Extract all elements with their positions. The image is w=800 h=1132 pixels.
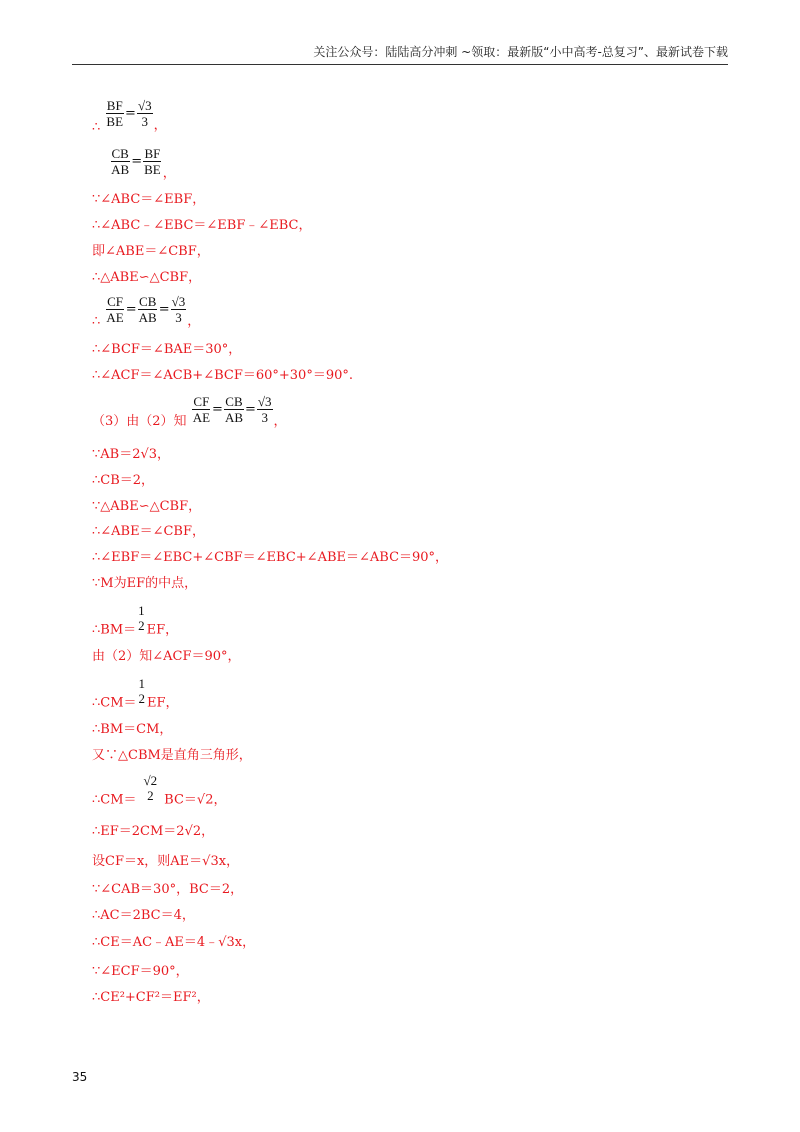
equals-sign: = xyxy=(125,106,136,121)
fraction-cb-ab: $\frac{CB}{AB}$ xyxy=(111,146,130,177)
line-23: ∴EF＝2CM＝2√2， xyxy=(92,824,215,839)
line-1: ∴ $\frac{BF}{BE}$ = $\frac{√3}{3}$ ， xyxy=(92,98,167,135)
therefore-symbol: ∴ xyxy=(92,120,101,135)
fraction-cb-ab-3: $\frac{CB}{AB}$ xyxy=(224,394,243,425)
line-14: ∴∠ABE＝∠CBF， xyxy=(92,524,206,539)
line-29: ∴CE²+CF²＝EF²， xyxy=(92,990,210,1005)
fraction-sqrt3-3: $\frac{√3}{3}$ xyxy=(137,98,152,129)
line-28: ∵∠ECF＝90°， xyxy=(92,964,189,979)
line-22: ∴CM＝ √2 2 BC＝√2， xyxy=(92,773,227,808)
fraction-cf-ae-3: $\frac{CF}{AE}$ xyxy=(192,394,211,425)
page-number: 35 xyxy=(72,1070,88,1084)
line-24: 设CF＝x，则AE＝√3x， xyxy=(92,854,240,869)
fraction-sqrt3-3-3: $\frac{√3}{3}$ xyxy=(257,394,272,425)
line-15: ∴∠EBF＝∠EBC+∠CBF＝∠EBC+∠ABE＝∠ABC＝90°， xyxy=(92,550,449,565)
line-26: ∴AC＝2BC＝4， xyxy=(92,908,195,923)
line-2: $\frac{CB}{AB}$ = $\frac{BF}{BE}$ ， xyxy=(111,146,176,181)
line-19: ∴CM＝ 1 2 EF， xyxy=(92,676,179,711)
line-16: ∵M为EF的中点， xyxy=(92,576,198,591)
page-header: 关注公众号：陆陆高分冲刺 ~领取：最新版“小中高考-总复习”、最新试卷下载 xyxy=(72,44,728,65)
line-27: ∴CE＝AC﹣AE＝4﹣√3x， xyxy=(92,935,256,950)
line-5: 即∠ABE＝∠CBF， xyxy=(92,244,210,259)
equals-sign: = xyxy=(131,154,143,169)
line-20: ∴BM＝CM， xyxy=(92,722,173,737)
fraction-sqrt2-2: √2 2 xyxy=(143,773,158,803)
line-3: ∵∠ABC＝∠EBF， xyxy=(92,192,206,207)
line-13: ∵△ABE∽△CBF， xyxy=(92,499,202,514)
fraction-one-half: 1 2 xyxy=(138,603,145,633)
line-6: ∴△ABE∽△CBF， xyxy=(92,270,202,285)
line-25: ∵∠CAB＝30°，BC＝2， xyxy=(92,882,244,897)
fraction-sqrt3-3-2: $\frac{√3}{3}$ xyxy=(171,294,186,325)
line-4: ∴∠ABC﹣∠EBC＝∠EBF﹣∠EBC， xyxy=(92,218,312,233)
line-7: ∴ $\frac{CF}{AE}$ = $\frac{CB}{AB}$ = $\frac{√3}{3}$ ， xyxy=(92,294,201,329)
fraction-cb-ab-2: $\frac{CB}{AB}$ xyxy=(138,294,157,325)
line-8: ∴∠BCF＝∠BAE＝30°， xyxy=(92,342,242,357)
line-17: ∴BM＝ 1 2 EF， xyxy=(92,603,179,638)
line-18: 由（2）知∠ACF＝90°， xyxy=(92,649,241,664)
line-21: 又∵△CBM是直角三角形， xyxy=(92,748,252,763)
line-11: ∵AB＝2√3， xyxy=(92,447,171,462)
line-12: ∴CB＝2， xyxy=(92,473,155,488)
fraction-bf-be: $\frac{BF}{BE}$ xyxy=(106,98,124,129)
line-9: ∴∠ACF＝∠ACB+∠BCF＝60°+30°＝90°. xyxy=(92,368,353,383)
fraction-cf-ae: $\frac{CF}{AE}$ xyxy=(106,294,124,325)
fraction-bf-be-2: $\frac{BF}{BE}$ xyxy=(144,146,161,177)
line-10: （3）由（2）知 $\frac{CF}{AE}$ = $\frac{CB}{AB}$ = $\frac{√3}{3}$ ， xyxy=(92,394,287,429)
fraction-one-half-2: 1 2 xyxy=(138,676,146,706)
